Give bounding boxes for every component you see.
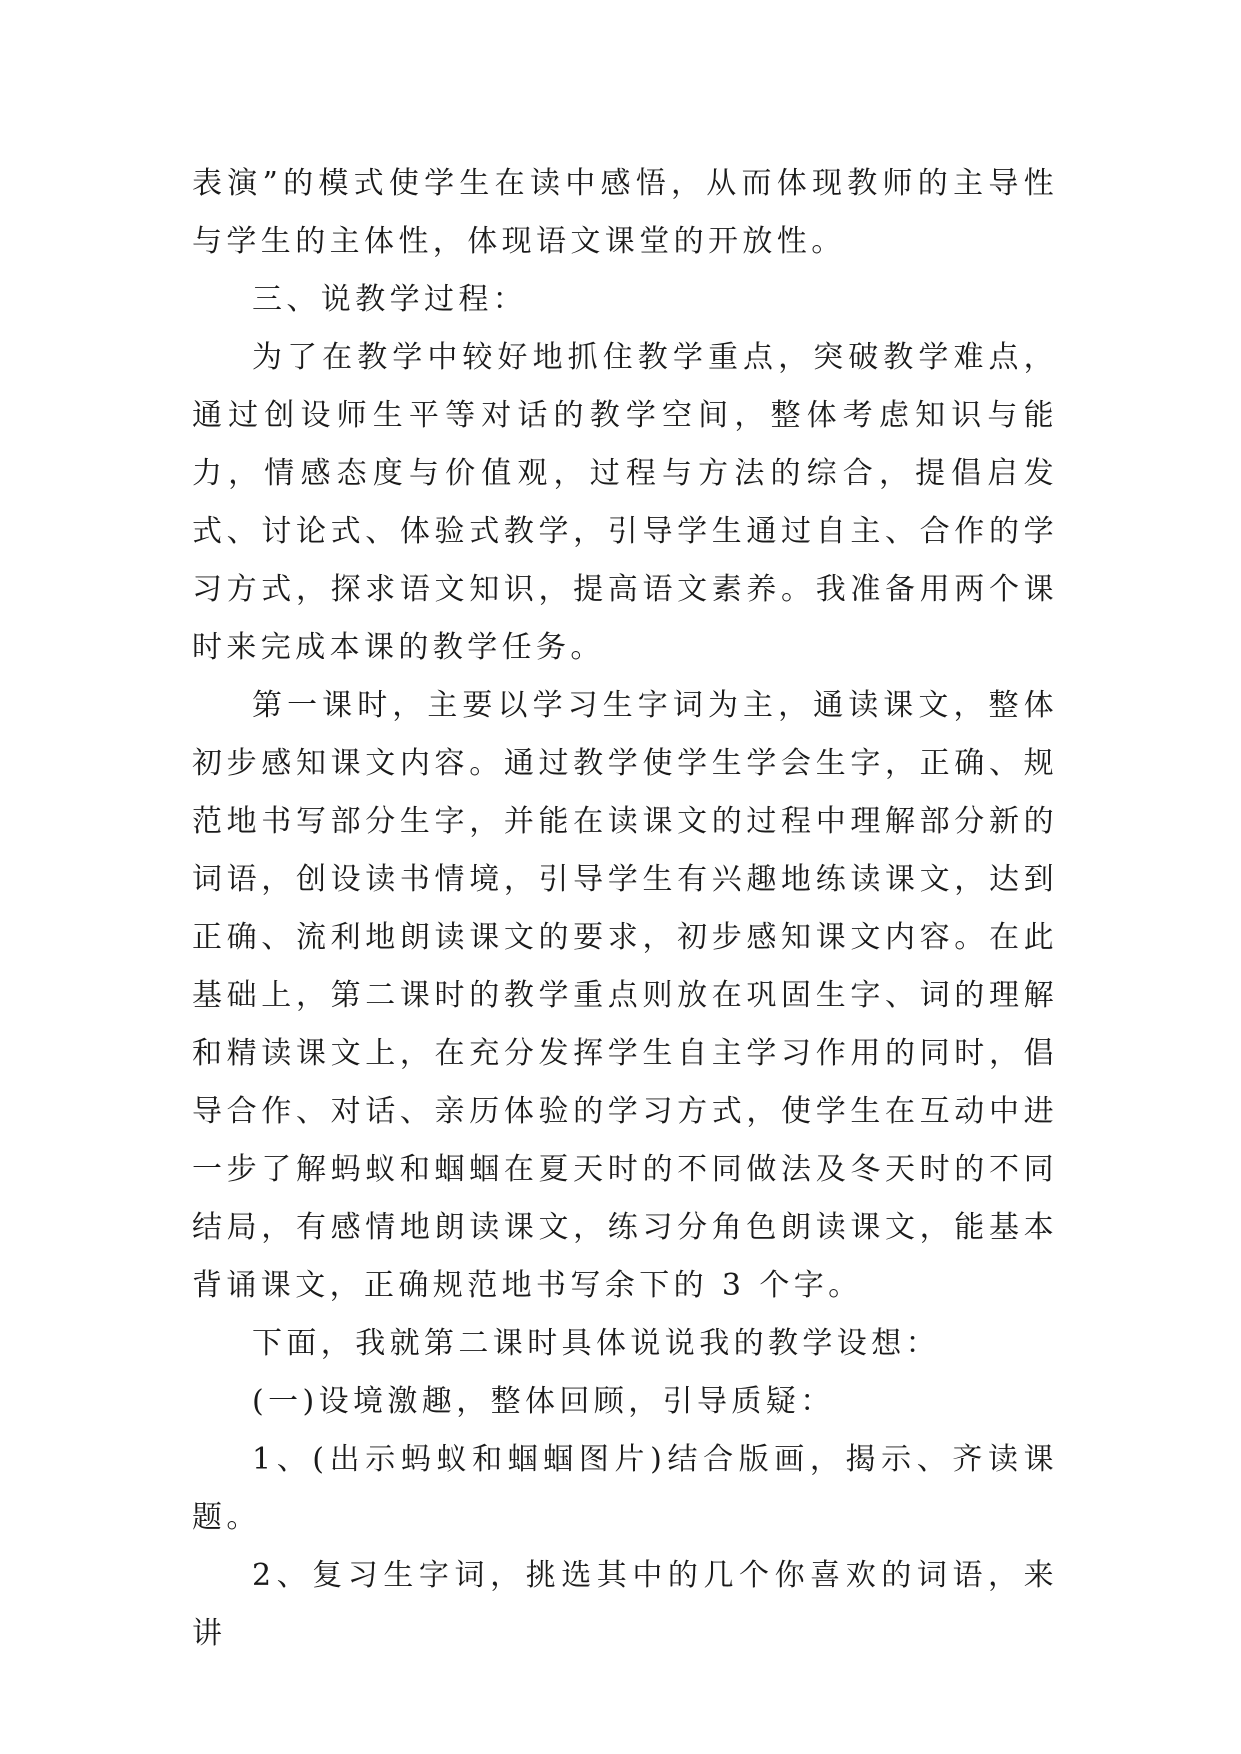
paragraph-continuation: 表演”的模式使学生在读中感悟，从而体现教师的主导性与学生的主体性，体现语文课堂的开放性。: [192, 166, 1058, 259]
paragraph-first-lesson: 第一课时，主要以学习生字词为主，通读课文，整体初步感知课文内容。通过教学使学生学会生字，正确、规范地书写部分生字，并能在读课文的过程中理解部分新的词语，创设读书情境，引导学生有兴趣地练读课文，达到正确、流利地朗读课文的要求，初步感知课文内容。在此基础上，第二课时的教学重点则放在巩固生字、词的理解和精读课文上，在充分发挥学生自主学习作用的同时，倡导合作、对话、亲历体验的学习方式，使学生在互动中进一步了解蚂蚁和蝈蝈在夏天时的不同做法及冬天时的不同结局，有感情地朗读课文，练习分角色朗读课文，能基本背诵课文，正确规范地书写余下的 3 个字。: [192, 688, 1058, 1303]
body-text: [192, 155, 1058, 1663]
section-heading-teaching-process: 三、说教学过程：: [252, 282, 528, 317]
list-item-2: 2、复习生字词，挑选其中的几个你喜欢的词语，来讲: [192, 1558, 1058, 1651]
subheading-step-one: (一)设境激趣，整体回顾，引导质疑：: [252, 1384, 835, 1419]
paragraph-teaching-approach: 为了在教学中较好地抓住教学重点，突破教学难点，通过创设师生平等对话的教学空间，整体考虑知识与能力，情感态度与价值观，过程与方法的综合，提倡启发式、讨论式、体验式教学，引导学生通过自主、合作的学习方式，探求语文知识，提高语文素养。我准备用两个课时来完成本课的教学任务。: [192, 340, 1058, 665]
paragraph-second-lesson-intro: 下面，我就第二课时具体说说我的教学设想：: [252, 1326, 940, 1361]
list-item-1: 1、(出示蚂蚁和蝈蝈图片)结合版画，揭示、齐读课题。: [192, 1442, 1058, 1535]
